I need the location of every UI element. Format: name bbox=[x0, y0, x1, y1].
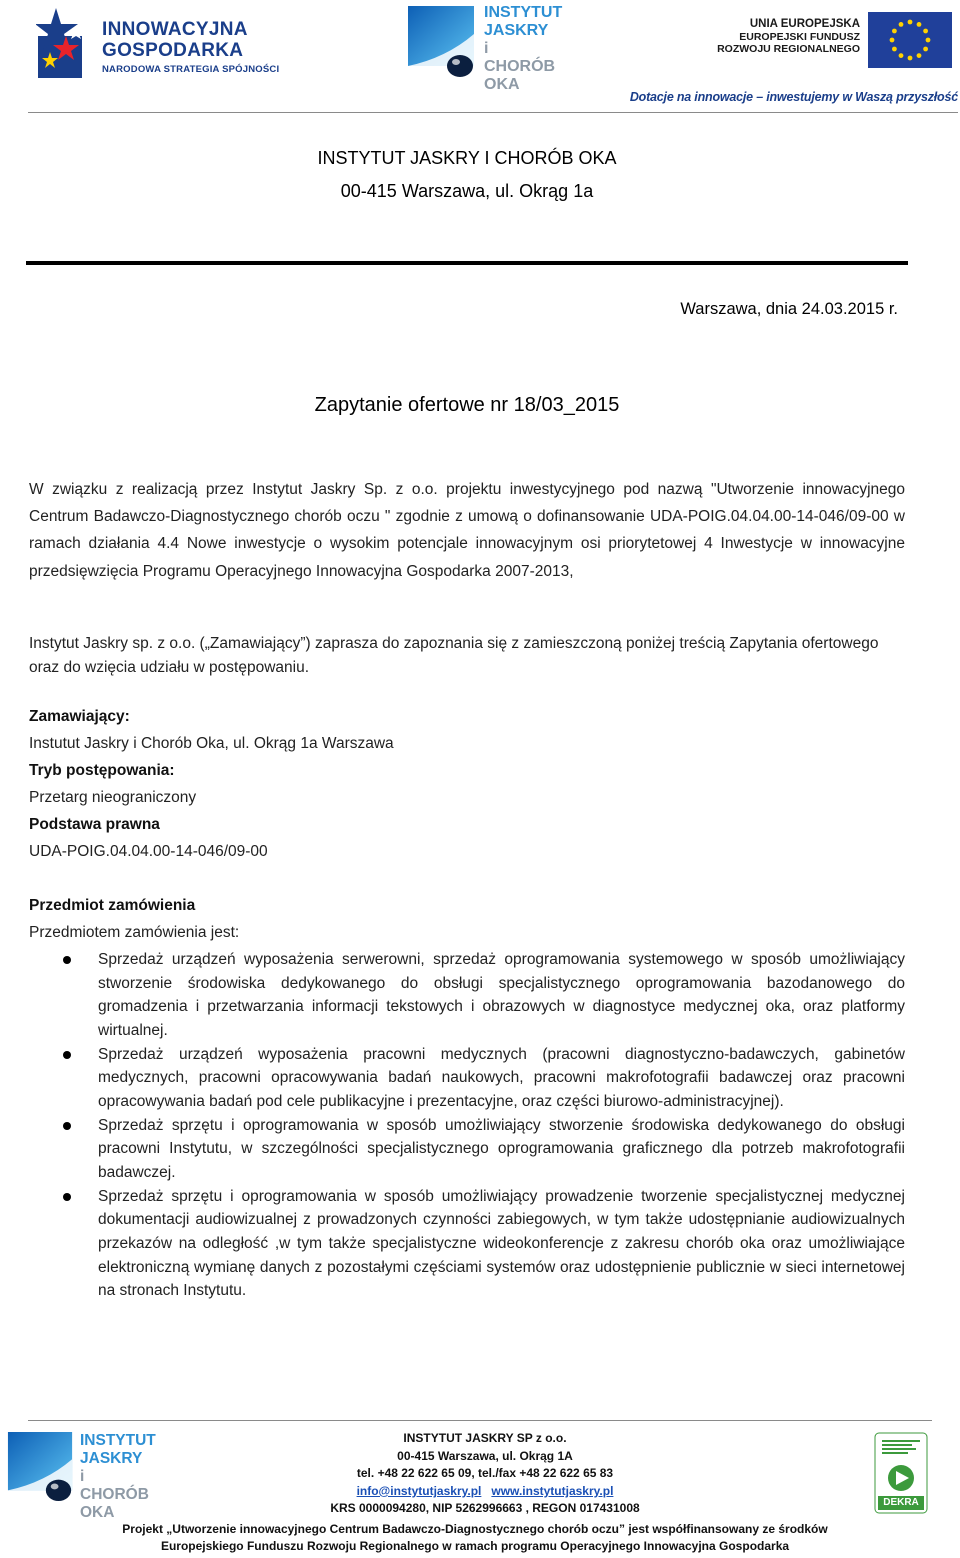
eu-flag-icon bbox=[868, 12, 952, 68]
footer-logo-line3: i CHORÓB bbox=[80, 1468, 149, 1503]
list-item bbox=[29, 1043, 905, 1114]
eye-icon bbox=[6, 1430, 76, 1504]
eu-logo bbox=[700, 10, 952, 70]
podstawa-label: Podstawa prawna bbox=[29, 816, 160, 833]
footer-logo-line4: OKA bbox=[80, 1504, 115, 1521]
ig-logo-line3: NARODOWA STRATEGIA SPÓJNOŚCI bbox=[102, 64, 280, 75]
tryb-value: Przetarg nieograniczony bbox=[29, 789, 197, 806]
eu-logo-line2: EUROPEJSKI FUNDUSZ bbox=[739, 31, 860, 44]
footer-registry: KRS 0000094280, NIP 5262996663 , REGON 017431008 bbox=[330, 1501, 640, 1516]
footer-project-line2: Europejskiego Funduszu Rozwoju Regionalnego w ramach programu Operacyjnego Innowacyjna Gospodarka bbox=[160, 1539, 790, 1553]
document-title: Zapytanie ofertowe nr 18/03_2015 bbox=[314, 394, 620, 416]
intro-paragraph: W związku z realizacją przez Instytut Jaskry Sp. z o.o. projektu inwestycyjnego pod nazwą "Utworzenie innowacyjnego Centrum Badawczo-Diagnostycznego chorób oczu " zgodnie z umową o dofinansowanie UDA-POIG.04.04.00-14-046/09-00 w ramach działania 4.4 Nowe inwestycje o wysokim potencjale innowacyjnym osi priorytetowej 4 Inwestycje w innowacyjne przedsięwzięcia Programu Operacyjnego Innowacyjna Gospodarka 2007-2013, bbox=[29, 481, 905, 580]
subject-lead: Przedmiotem zamówienia jest: bbox=[29, 924, 240, 941]
eu-logo-line3: ROZWOJU REGIONALNEGO bbox=[717, 43, 860, 56]
bullet-icon bbox=[63, 1051, 71, 1059]
list-item-text: Sprzedaż urządzeń wyposażenia serwerowni, sprzedaż oprogramowania systemowego w sposób umożliwiający stworzenie środowiska dedykowanego do obsługi specjalistycznego oprogramowania bazodanowego do gromadzenia i przetwarzania informacji tekstowych i obrazowych w diagnostyce medycznej oka, oraz platformy wirtualnej. bbox=[98, 951, 905, 1039]
footer-contact bbox=[290, 1430, 680, 1518]
bullet-icon bbox=[63, 1193, 71, 1201]
dekra-certificate bbox=[874, 1432, 928, 1514]
footer-project-line1: Projekt „Utworzenie innowacyjnego Centrum Badawczo-Diagnostycznego chorób oczu” jest współfinansowany ze środków bbox=[122, 1522, 828, 1536]
footer-website-link[interactable]: www.instytutjaskry.pl bbox=[491, 1483, 614, 1498]
eu-logo-line1: UNIA EUROPEJSKA bbox=[749, 18, 860, 30]
star-flag-icon bbox=[36, 6, 90, 78]
ij-logo-line1: INSTYTUT bbox=[484, 4, 563, 21]
footer-logo-line2: JASKRY bbox=[80, 1450, 143, 1467]
ig-logo-line1: INNOWACYJNA bbox=[102, 19, 248, 40]
instytut-jaskry-footer-logo bbox=[6, 1430, 156, 1521]
ij-logo-line4: OKA bbox=[484, 76, 520, 93]
instytut-jaskry-header-logo bbox=[406, 4, 563, 93]
bullet-icon bbox=[63, 1122, 71, 1130]
list-item bbox=[29, 1185, 905, 1303]
zamawiajacy-value: Instutut Jaskry i Chorób Oka, ul. Okrąg 1a Warszawa bbox=[29, 735, 394, 752]
ij-logo-line2: JASKRY bbox=[484, 22, 549, 39]
institution-name: INSTYTUT JASKRY I CHORÓB OKA bbox=[317, 148, 617, 168]
header-tagline: Dotacje na innowacje – inwestujemy w Waszą przyszłość bbox=[629, 90, 958, 104]
title-divider bbox=[26, 261, 908, 265]
subject-list bbox=[29, 948, 905, 1303]
list-item bbox=[29, 1114, 905, 1185]
list-item-text: Sprzedaż sprzętu i oprogramowania w sposób umożliwiający stworzenie środowiska dedykowanego do obsługi pracowni Instytutu, w szczególności specjalistycznego oprogramowania graficznego dla potrzeb makrofotografii badawczej. bbox=[98, 1116, 905, 1181]
footer-company: INSTYTUT JASKRY SP z o.o. bbox=[403, 1431, 567, 1445]
tryb-label: Tryb postępowania: bbox=[29, 762, 175, 779]
list-item-text: Sprzedaż urządzeń wyposażenia pracowni medycznych (pracowni diagnostyczno-badawczych, gabinetów medycznych, pracowni opracowywania badań naukowych, pracowni makrofotografii badawczej oraz pracowni opracowywania badań pod cele publikacyjne i prezentacyjne, oraz części biurowo-administracyjnej). bbox=[98, 1045, 905, 1110]
invitation-paragraph: Instytut Jaskry sp. z o.o. („Zamawiający”) zaprasza do zapoznania się z zamieszczoną poniżej treścią Zapytania ofertowego oraz do wzięcia udziału w postępowaniu. bbox=[29, 635, 879, 676]
footer-address: 00-415 Warszawa, ul. Okrąg 1A bbox=[397, 1448, 573, 1463]
ig-logo-line2: GOSPODARKA bbox=[102, 40, 244, 61]
footer-email-link[interactable]: info@instytutjaskry.pl bbox=[356, 1483, 482, 1498]
list-item bbox=[29, 948, 905, 1042]
podstawa-value: UDA-POIG.04.04.00-14-046/09-00 bbox=[29, 843, 268, 860]
bullet-icon bbox=[63, 956, 71, 964]
document-date: Warszawa, dnia 24.03.2015 r. bbox=[680, 300, 898, 318]
list-item-text: Sprzedaż sprzętu i oprogramowania w sposób umożliwiający prowadzenie tworzenie specjalistycznej medycznej dokumentacji audiowizualnej z prowadzonych czynności zabiegowych, w tym także udostępnianie audiowizualnych przekazów na odległość ,w tym także specjalistyczne wideokonferencje z zakresu chorób oka oraz umożliwiające elektroniczną wymianę danych z pozostałymi częściami systemów oraz udostępnienie publicznie w sieci internetowej na stronach Instytutu. bbox=[98, 1187, 905, 1300]
footer-divider bbox=[28, 1420, 932, 1421]
footer-project-note bbox=[90, 1521, 860, 1555]
footer-phones: tel. +48 22 622 65 09, tel./fax +48 22 622 65 83 bbox=[356, 1466, 614, 1481]
eye-icon bbox=[406, 4, 478, 80]
footer-logo-line1: INSTYTUT bbox=[80, 1432, 156, 1449]
header-divider bbox=[28, 112, 958, 113]
dekra-label: DEKRA bbox=[883, 1497, 919, 1508]
institution-address: 00-415 Warszawa, ul. Okrąg 1a bbox=[340, 181, 594, 201]
zamawiajacy-label: Zamawiający: bbox=[29, 708, 130, 725]
ij-logo-line3: i CHORÓB bbox=[484, 40, 556, 75]
subject-heading: Przedmiot zamówienia bbox=[29, 897, 196, 914]
innowacyjna-gospodarka-logo bbox=[34, 4, 284, 82]
